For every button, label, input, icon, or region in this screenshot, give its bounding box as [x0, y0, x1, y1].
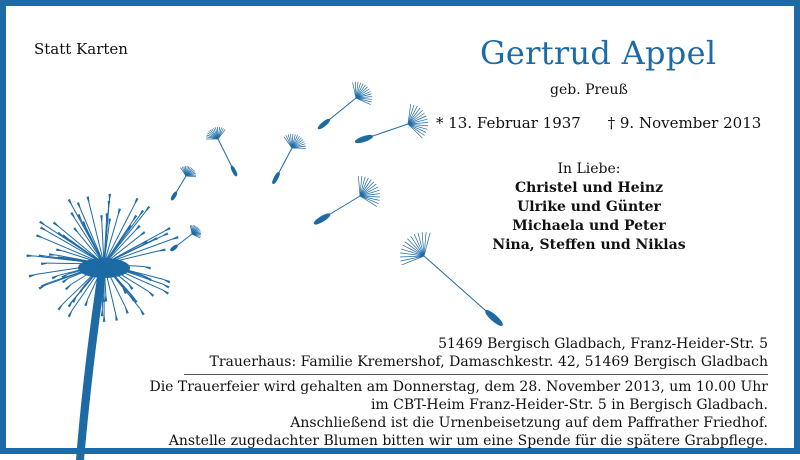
funeral-notice: [149, 378, 768, 450]
notice-line: Anstelle zugedachter Blumen bitten wir um eine Spende für die spätere Grabpflege.: [149, 432, 768, 450]
mourner-family: Michaela und Peter: [446, 217, 732, 236]
mourner-family: Christel und Heinz: [446, 179, 732, 198]
notice-line: Die Trauerfeier wird gehalten am Donnerstag, dem 28. November 2013, um 10.00 Uhr: [149, 378, 768, 396]
mourner-family: Ulrike und Günter: [446, 198, 732, 217]
deceased-name: Gertrud Appel: [480, 34, 716, 72]
notice-line: im CBT-Heim Franz-Heider-Str. 5 in Bergisch Gladbach.: [149, 396, 768, 414]
mourner-family: Nina, Steffen und Niklas: [446, 236, 732, 255]
birth-date: * 13. Februar 1937: [436, 114, 581, 132]
mourners-intro: In Liebe:: [446, 160, 732, 179]
divider: [184, 374, 768, 375]
address-line: 51469 Bergisch Gladbach, Franz-Heider-Str. 5: [438, 336, 768, 352]
life-dates: [436, 114, 761, 132]
death-date: † 9. November 2013: [608, 114, 762, 132]
notice-line: Anschließend ist die Urnenbeisetzung auf dem Paffrather Friedhof.: [149, 414, 768, 432]
birth-name: geb. Preuß: [550, 82, 628, 98]
mourning-house-line: Trauerhaus: Familie Kremershof, Damaschkestr. 42, 51469 Bergisch Gladbach: [210, 354, 768, 370]
mourners-block: [446, 160, 732, 255]
statt-karten-label: Statt Karten: [34, 40, 128, 58]
